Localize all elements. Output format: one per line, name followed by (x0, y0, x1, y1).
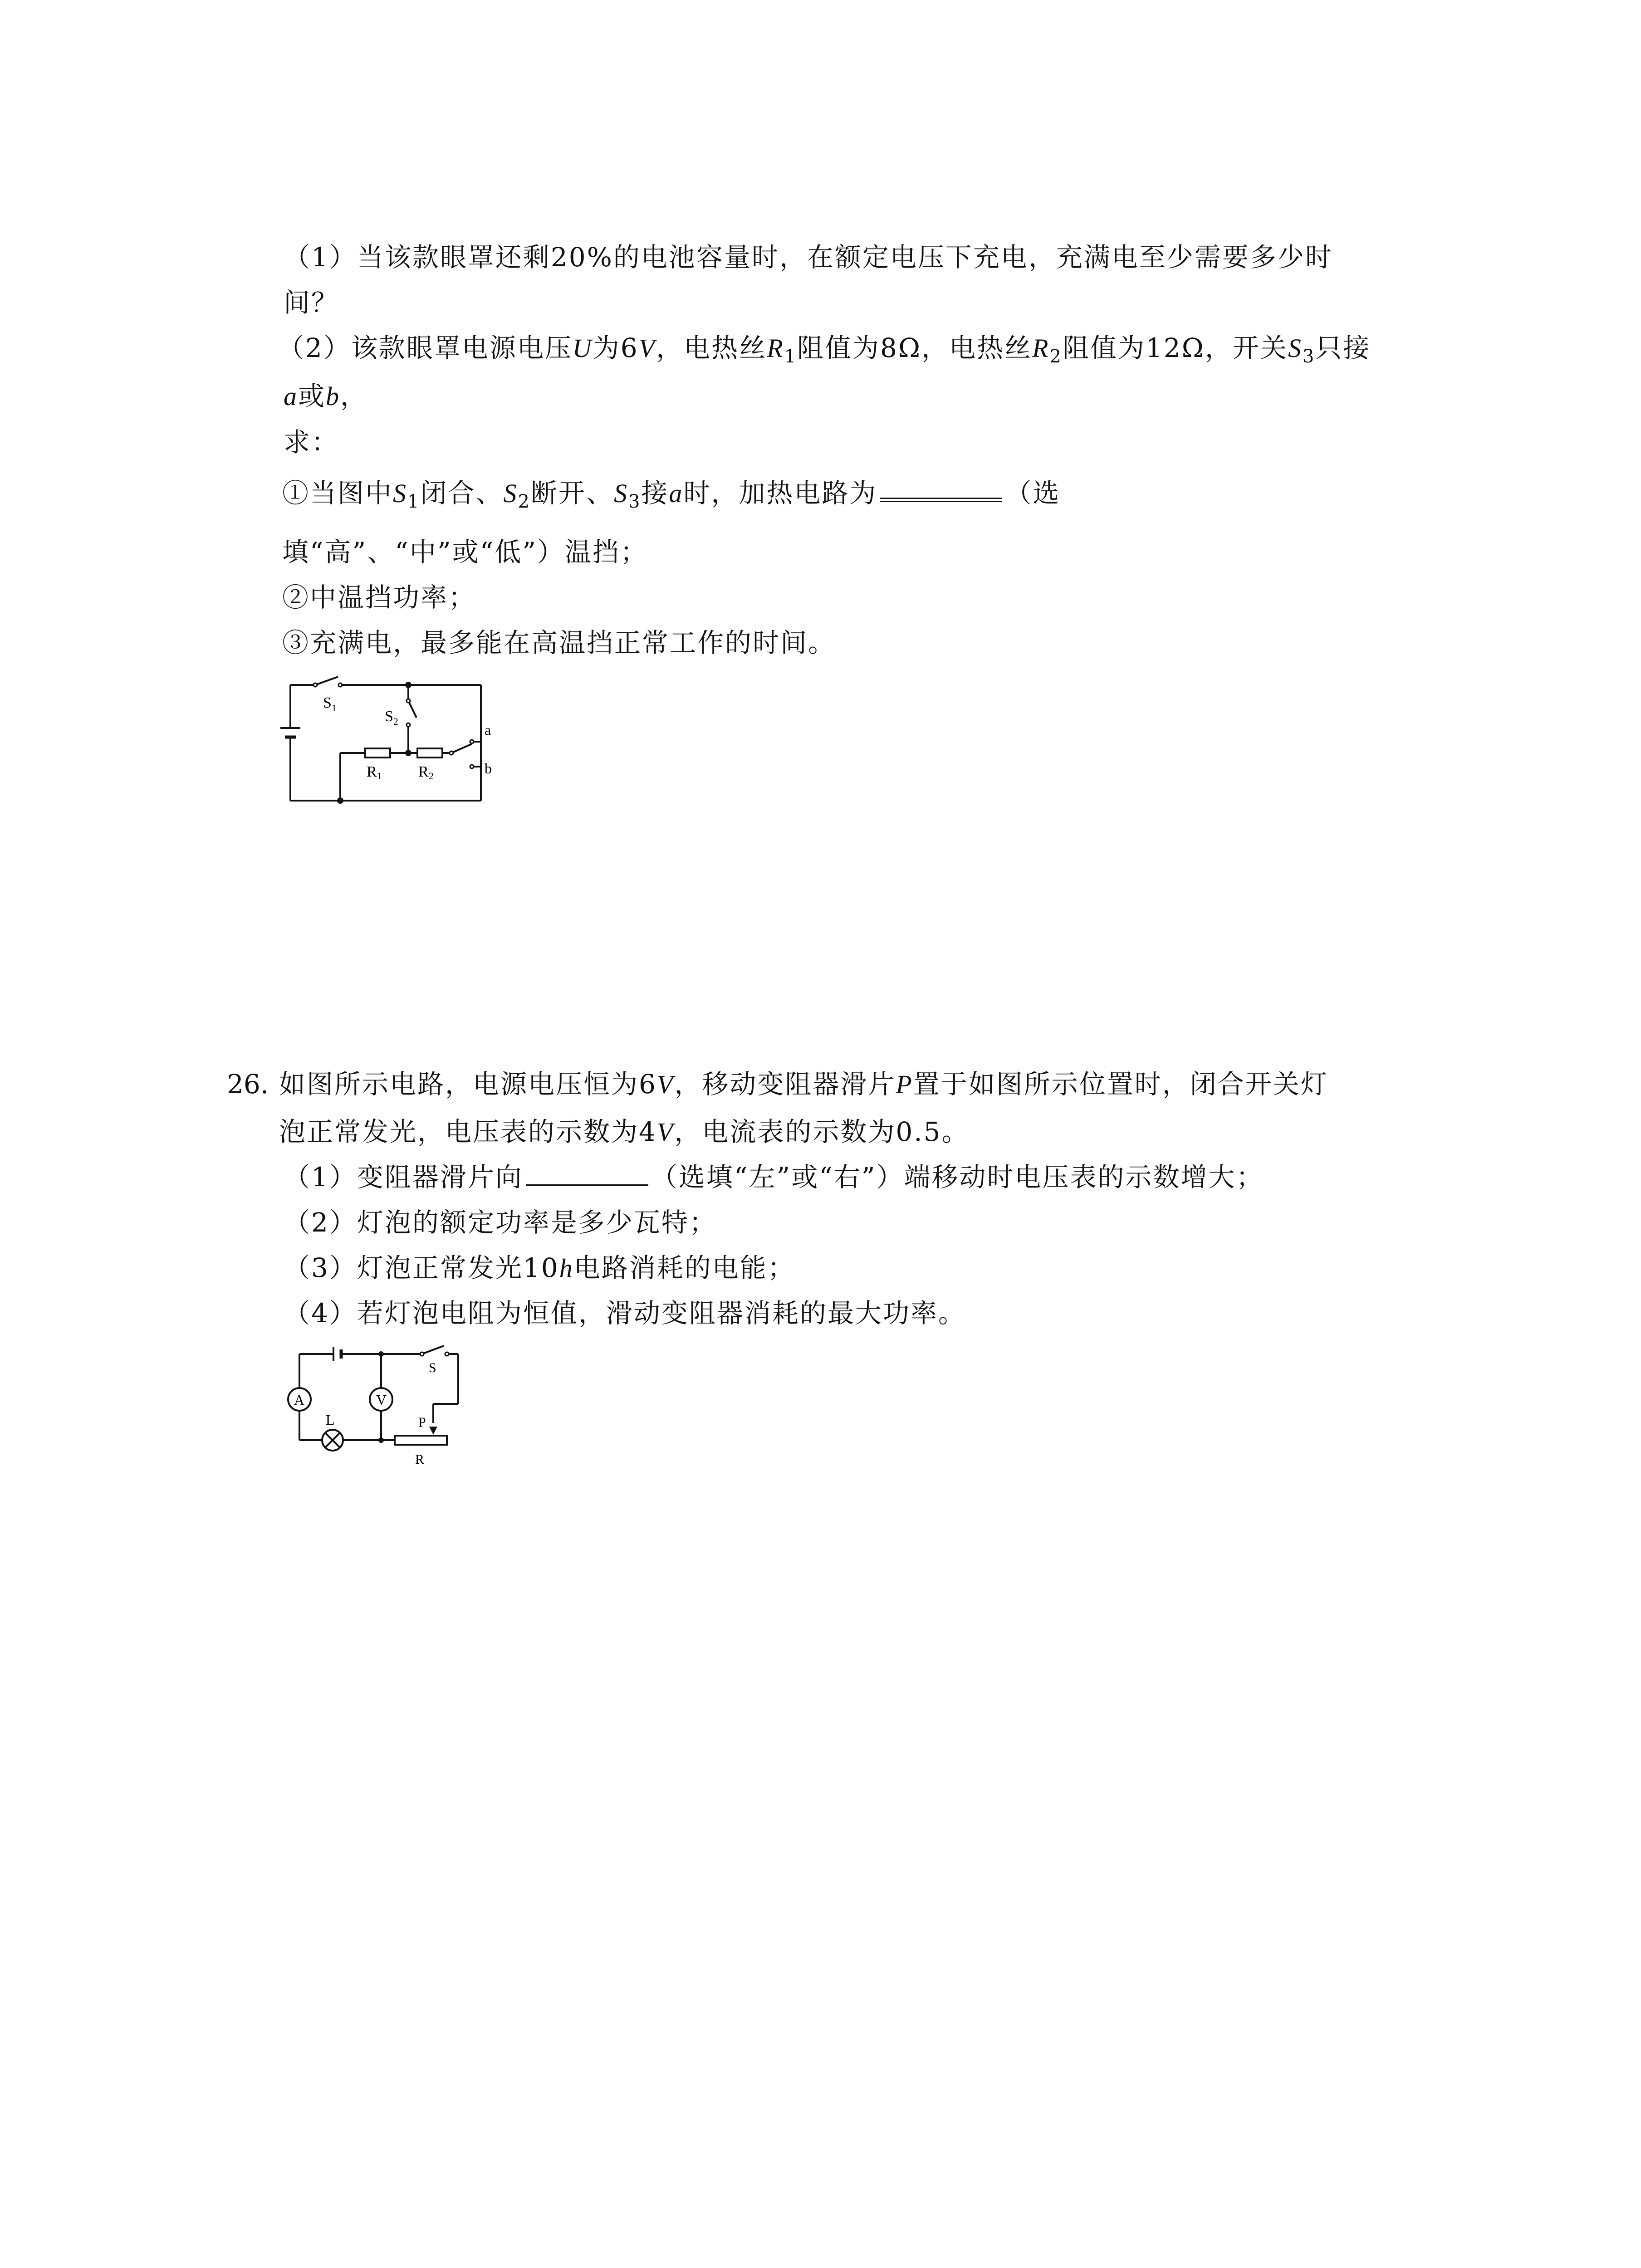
q26-hour-unit: h (559, 1253, 574, 1283)
q25-s3-sub: 3 (1302, 346, 1316, 367)
q25-sub2 (282, 579, 476, 616)
label-rheostat: R (415, 1452, 425, 1467)
q25-contact-a: a (284, 381, 298, 411)
q25-volt-unit: V (638, 333, 656, 363)
q25-sub1-s3: S (613, 479, 628, 508)
q26-part4 (284, 1295, 966, 1331)
q25-part2-text-b: 为6 (593, 332, 639, 363)
label-voltmeter: V (376, 1392, 387, 1408)
q26-part1-text-a: （1）变阻器滑片向 (284, 1162, 523, 1193)
q25-sub2-text: ②中温挡功率； (282, 582, 476, 613)
q25-circuit-diagram (272, 676, 508, 812)
q26-line2-text-b: ，电流表的示数为0.5。 (674, 1116, 970, 1147)
q26-part3 (284, 1250, 795, 1286)
q25-part2-text-a: （2）该款眼罩电源电压 (278, 332, 573, 363)
q25-sub1-text-a: ①当图中 (282, 478, 393, 508)
resistor-r1 (365, 748, 390, 758)
q25-sub1-s1-sub: 1 (407, 491, 421, 512)
q25-sub1-text-c: 断开、 (530, 478, 614, 508)
q25-sub3-text: ③充满电，最多能在高温挡正常工作的时间。 (282, 627, 836, 658)
switch-contact (445, 1352, 449, 1356)
q25-contact-b: b (326, 381, 341, 411)
switch-s3-blade (451, 744, 472, 753)
q25-part2-text-e: 阻值为12Ω，开关 (1062, 332, 1288, 363)
q25-part2-line2 (284, 378, 368, 415)
q26-slider-symbol: P (896, 1070, 913, 1099)
label-s2-letter: S (385, 708, 393, 725)
q25-sub1-s1: S (393, 479, 408, 508)
resistor-r2 (417, 748, 442, 758)
q25-r2-sub: 2 (1049, 346, 1063, 367)
q25-sub1-text-e: 时，加热电路为 (683, 478, 877, 508)
q25-sub3 (282, 625, 836, 661)
q25-comma: ， (340, 381, 368, 411)
q25-s3-symbol: S (1288, 333, 1303, 363)
q25-part2-line1 (278, 330, 1371, 375)
s1-pivot (314, 683, 317, 687)
label-r2-letter: R (418, 763, 429, 780)
label-s2 (385, 708, 398, 727)
q25-ask-text: 求： (284, 427, 339, 458)
s2-pivot (407, 699, 410, 703)
q25-part2-text-c: ，电热丝 (656, 332, 767, 363)
q26-line2 (279, 1114, 970, 1150)
q25-r2-symbol: R (1032, 333, 1050, 363)
label-s2-sub: 2 (393, 716, 398, 727)
q26-part4-text: （4）若灯泡电阻为恒值，滑动变阻器消耗的最大功率。 (284, 1298, 966, 1329)
switch-pivot (420, 1352, 424, 1356)
junction-bottom (378, 1437, 384, 1443)
q25-voltage-symbol: U (572, 333, 593, 363)
q25-answer-blank[interactable] (880, 477, 1002, 502)
q26-line2-text-a: 泡正常发光，电压表的示数为4 (279, 1116, 657, 1147)
q25-part2-text-d: 阻值为8Ω，电热丝 (797, 332, 1033, 363)
q26-line1-text-a: 如图所示电路，电源电压恒为6 (279, 1069, 657, 1100)
q26-line1-text-c: 置于如图所示位置时，闭合开关灯 (913, 1069, 1328, 1100)
label-r1-letter: R (367, 763, 377, 780)
label-s1-sub: 1 (331, 702, 337, 714)
q26-line1-text-b: ，移动变阻器滑片 (674, 1069, 896, 1100)
label-r1 (367, 763, 382, 782)
q25-part1-text-cont: 间？ (284, 287, 339, 318)
switch-s1-blade (315, 677, 338, 685)
q26-line1 (279, 1066, 1328, 1103)
q25-r1-sub: 1 (784, 346, 798, 367)
s3-pivot (450, 751, 453, 755)
label-r2 (418, 763, 434, 782)
label-r1-sub: 1 (377, 770, 382, 782)
q25-sub1-contact-a: a (669, 479, 684, 508)
q25-sub1-s2-sub: 2 (518, 491, 531, 512)
q25-sub1-s3-sub: 3 (628, 491, 642, 512)
q25-sub1-text-cont: 填“高”、“中”或“低”）温挡； (282, 537, 648, 567)
junction-top (378, 1351, 384, 1357)
label-slider: P (418, 1415, 426, 1430)
junction-bottom (337, 797, 343, 804)
q25-r1-symbol: R (767, 333, 784, 363)
junction-top (405, 682, 411, 688)
q25-sub1-text-d: 接 (641, 478, 669, 508)
q25-sub1-s2: S (503, 479, 518, 508)
q25-sub1-line1 (282, 475, 1060, 520)
rheostat-r (395, 1436, 447, 1445)
q26-part3-text-a: （3）灯泡正常发光10 (284, 1252, 559, 1283)
slider-arrow (429, 1427, 437, 1435)
q26-part1 (284, 1159, 1264, 1195)
q25-sub1-line2 (282, 534, 648, 570)
q26-volt-unit-2: V (656, 1117, 675, 1147)
label-b: b (485, 760, 492, 777)
switch-s2-blade (408, 701, 416, 718)
label-r2-sub: 2 (428, 770, 434, 782)
switch-s-blade (422, 1346, 444, 1354)
label-ammeter: A (294, 1392, 305, 1408)
q26-part3-text-b: 电路消耗的电能； (573, 1252, 795, 1283)
q26-part1-text-b: （选填“左”或“右”）端移动时电压表的示数增大； (651, 1162, 1264, 1193)
q25-sub1-text-f: （选 (1005, 478, 1061, 508)
q25-or-text: 或 (298, 381, 326, 411)
q25-part1-text: （1）当该款眼罩还剩20%的电池容量时，在额定电压下充电，充满电至少需要多少时 (284, 242, 1333, 273)
label-lamp: L (326, 1412, 335, 1428)
q26-part2 (284, 1204, 717, 1241)
label-a: a (485, 722, 491, 738)
label-s1 (323, 694, 337, 714)
q26-circuit-diagram (277, 1345, 490, 1476)
q25-part1-line1 (284, 239, 1333, 275)
label-switch: S (429, 1360, 436, 1375)
s3-contact-a (470, 740, 474, 743)
q25-sub1-text-b: 闭合、 (420, 478, 504, 508)
label-s1-letter: S (323, 694, 332, 711)
q26-part2-text: （2）灯泡的额定功率是多少瓦特； (284, 1207, 717, 1238)
q26-answer-blank[interactable] (526, 1163, 648, 1186)
q25-part2-text-f: 只接 (1315, 332, 1371, 363)
s1-contact (338, 683, 342, 687)
q25-part1-line2 (284, 284, 339, 321)
s2-contact (407, 723, 410, 727)
q26-number: 26. (227, 1069, 269, 1100)
s3-contact-b (470, 765, 474, 768)
q26-volt-unit: V (656, 1070, 675, 1099)
q25-ask (284, 424, 339, 460)
junction-mid (405, 750, 411, 756)
